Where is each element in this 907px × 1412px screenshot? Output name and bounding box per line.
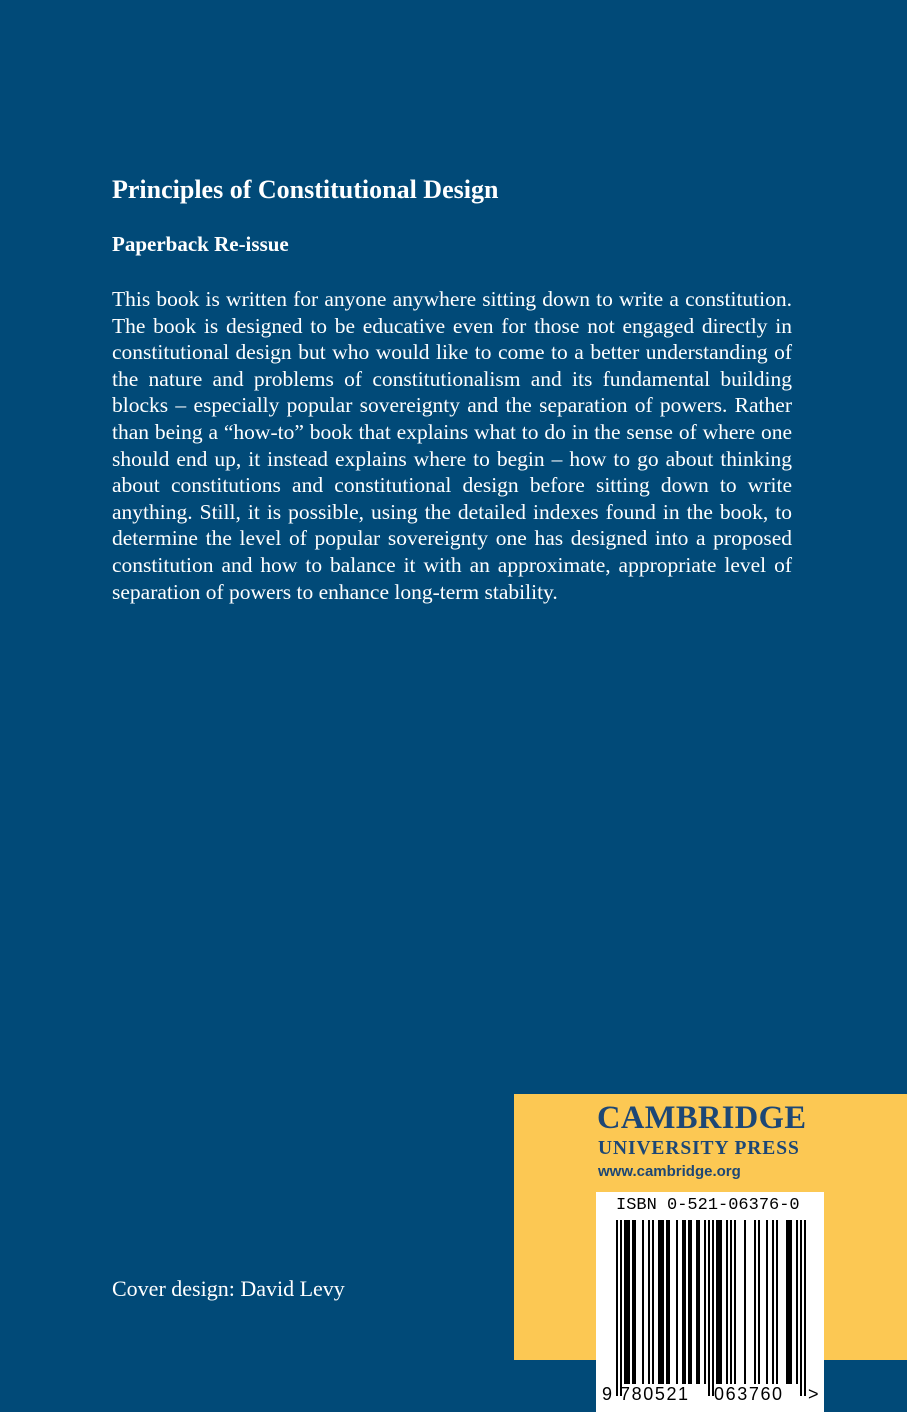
barcode-bar [682,1220,684,1384]
barcode-bar [626,1220,628,1384]
publisher-name: CAMBRIDGE [597,1100,807,1136]
barcode-bar [786,1220,788,1384]
barcode-bar [666,1220,668,1384]
barcode-bars-graphic [596,1192,824,1412]
barcode-bar [676,1220,678,1384]
barcode-bar [690,1220,692,1384]
ean-digits [596,1384,824,1412]
barcode-bar [620,1220,622,1396]
publisher-website: www.cambridge.org [598,1163,741,1180]
barcode-bar [624,1220,626,1384]
ean-right-digits: 063760 [714,1384,784,1404]
barcode-bar [616,1220,618,1396]
publisher-press-label: UNIVERSITY PRESS [598,1138,800,1159]
barcode-bar [758,1220,760,1384]
barcode-bar [800,1220,802,1396]
barcode-bar [754,1220,756,1384]
barcode-bar [730,1220,732,1384]
barcode-bar [772,1220,774,1384]
barcode-bar [658,1220,660,1384]
barcode-bar [708,1220,710,1396]
ean-first-digit: 9 [602,1384,613,1404]
edition-label: Paperback Re-issue [112,232,289,256]
book-description: This book is written for anyone anywhere sitting down to write a constitution. The book is designed to be educative even for those not engaged directly in constitutional design but who would like to come to a better understanding of the nature and problems of constitutionalism and its fundamental building blocks – especially popular sovereignty and the separation of powers. Rather than being a “how-to” book that explains what to do in the sense of where one should end up, it instead explains where to begin – how to go about thinking about constitutions and constitutional design before sitting down to write anything. Still, it is possible, using the detailed indexes found in the book, to determine the level of popular sovereignty one has designed into a proposed constitution and how to balance it with an approximate, appropriate level of separation of powers to enhance long-term stability. [112,287,792,604]
publisher-panel [514,1094,907,1404]
barcode-bar [726,1220,728,1384]
barcode-bar [652,1220,654,1384]
barcode-bar [688,1220,690,1384]
barcode-bar [788,1220,790,1384]
isbn-barcode [596,1192,824,1412]
barcode-bar [804,1220,806,1396]
barcode-bar [790,1220,792,1384]
barcode-bar [704,1220,706,1384]
barcode-bar [628,1220,630,1384]
barcode-bar [684,1220,686,1384]
isbn-number: ISBN 0-521-06376-0 [616,1196,800,1215]
barcode-bar [720,1220,722,1384]
ean-left-digits: 780521 [620,1384,690,1404]
barcode-bar [718,1220,720,1384]
barcode-bar [734,1220,736,1384]
barcode-bar [696,1220,698,1384]
barcode-bar [662,1220,664,1384]
barcode-bar [776,1220,778,1384]
barcode-bar [642,1220,644,1384]
barcode-bar [632,1220,634,1384]
barcode-bar [712,1220,714,1396]
barcode-bar [634,1220,636,1384]
ean-end-mark: > [808,1384,819,1404]
cover-design-credit: Cover design: David Levy [112,1276,345,1301]
book-title: Principles of Constitutional Design [112,175,499,204]
barcode-bar [668,1220,670,1384]
barcode-bar [796,1220,798,1384]
barcode-bar [716,1220,718,1384]
barcode-bar [766,1220,768,1384]
barcode-bar [698,1220,700,1384]
barcode-bar [660,1220,662,1384]
barcode-bar [744,1220,746,1384]
barcode-bar [648,1220,650,1384]
